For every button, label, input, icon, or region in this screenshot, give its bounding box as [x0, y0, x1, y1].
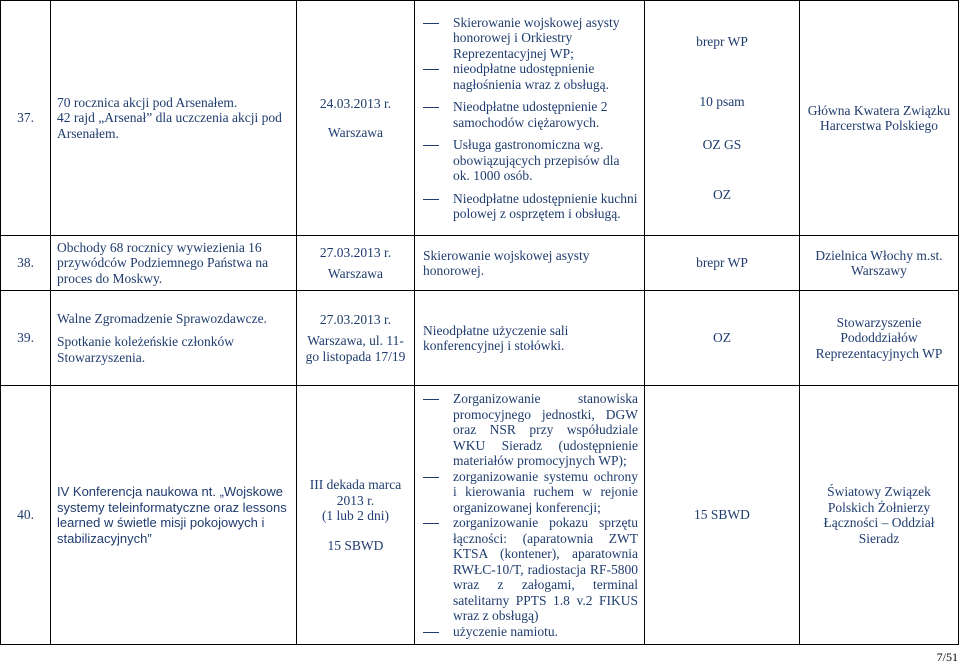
row-number: 38. — [1, 236, 51, 291]
date-text: III dekada marca 2013 r. — [309, 477, 402, 508]
page-number: 7/51 — [936, 650, 958, 664]
date-place-cell — [297, 236, 415, 291]
event-cell — [51, 291, 297, 386]
support-item: użyczenie namiotu. — [423, 624, 638, 640]
support-item: Skierowanie wojskowej asysty honorowej i Orkiestry Reprezentacyjnej WP; — [423, 15, 638, 62]
table-row — [1, 236, 959, 291]
organizer-cell: Główna Kwatera Związku Harcerstwa Polskiego — [800, 1, 959, 236]
organizer-cell: Stowarzyszenie Pododdziałów Reprezentacyjnych WP — [800, 291, 959, 386]
support-item: Nieodpłatne udostępnienie 2 samochodów ciężarowych. — [423, 99, 638, 130]
units-cell: 15 SBWD — [645, 386, 800, 645]
support-cell: Nieodpłatne użyczenie sali konferencyjnej i stołówki. — [415, 291, 645, 386]
event-text: Spotkanie koleżeńskie członków Stowarzyszenia. — [57, 334, 234, 365]
support-item: Usługa gastronomiczna wg. obowiązujących przepisów dla ok. 1000 osób. — [423, 137, 638, 184]
event-cell — [51, 236, 297, 291]
units-cell: OZ — [645, 291, 800, 386]
support-item: Zorganizowanie stanowiska promocyjnego jednostki, DGW oraz NSR przy współudziale WKU Sieradz (udostępnienie materiałów promocyjnych WP); — [423, 391, 638, 469]
place-text: Warszawa — [327, 125, 384, 140]
units-cell: brepr WP — [645, 236, 800, 291]
event-text: Walne Zgromadzenie Sprawozdawcze. — [57, 310, 267, 326]
unit-text: 10 psam — [699, 93, 745, 109]
support-cell — [415, 386, 645, 645]
support-cell: Skierowanie wojskowej asysty honorowej. — [415, 236, 645, 291]
support-item: nieodpłatne udostępnienie nagłośnienia wraz z obsługą. — [423, 61, 638, 92]
table-row — [1, 386, 959, 645]
place-text: Warszawa, ul. 11-go listopada 17/19 — [305, 333, 406, 364]
row-number: 37. — [1, 1, 51, 236]
unit-text: brepr WP — [696, 34, 748, 49]
event-text: 42 rajd „Arsenał” dla uczczenia akcji pod Arsenałem. — [57, 110, 282, 141]
support-item: zorganizowanie pokazu sprzętu łączności: (aparatownia ZWT KTSA (kontener), aparatownia RWŁC-10/T, radiostacja RF-5800 wraz z załogami, terminal satelitarny PPTS 1.8 v.2 FIKUS wraz z obsługą) — [423, 515, 638, 624]
date-place-cell — [297, 386, 415, 645]
place-text: Warszawa — [327, 266, 384, 281]
support-cell — [415, 1, 645, 236]
row-number: 40. — [1, 386, 51, 645]
units-cell — [645, 1, 800, 236]
event-cell — [51, 1, 297, 236]
unit-text: OZ GS — [702, 137, 742, 152]
date-text: 24.03.2013 r. — [319, 95, 392, 111]
organizer-cell: Dzielnica Włochy m.st. Warszawy — [800, 236, 959, 291]
date-place-cell — [297, 291, 415, 386]
date-text: 27.03.2013 r. — [319, 311, 392, 327]
table-row — [1, 291, 959, 386]
event-text: 70 rocznica akcji pod Arsenałem. — [57, 94, 238, 110]
organizer-cell: Światowy Związek Polskich Żołnierzy Łączności – Oddział Sieradz — [800, 386, 959, 645]
support-item: zorganizowanie systemu ochrony i kierowania ruchem w rejonie organizowanej konferencji; — [423, 469, 638, 516]
row-number: 39. — [1, 291, 51, 386]
event-text: IV Konferencja naukowa nt. „Wojskowe systemy teleinformatyczne oraz lessons learned w świetle misji pokojowych i stabilizacyjnych” — [57, 484, 287, 546]
place-text: (1 lub 2 dni) — [321, 508, 390, 523]
support-item: Nieodpłatne udostępnienie kuchni polowej z osprzętem i obsługą. — [423, 191, 638, 222]
place-text: 15 SBWD — [327, 537, 384, 553]
date-text: 27.03.2013 r. — [319, 244, 392, 260]
date-place-cell — [297, 1, 415, 236]
table-row — [1, 1, 959, 236]
event-cell — [51, 386, 297, 645]
unit-text: OZ — [713, 186, 731, 202]
event-text: Obchody 68 rocznicy wywiezienia 16 przywódców Podziemnego Państwa na proces do Moskwy. — [57, 239, 269, 286]
